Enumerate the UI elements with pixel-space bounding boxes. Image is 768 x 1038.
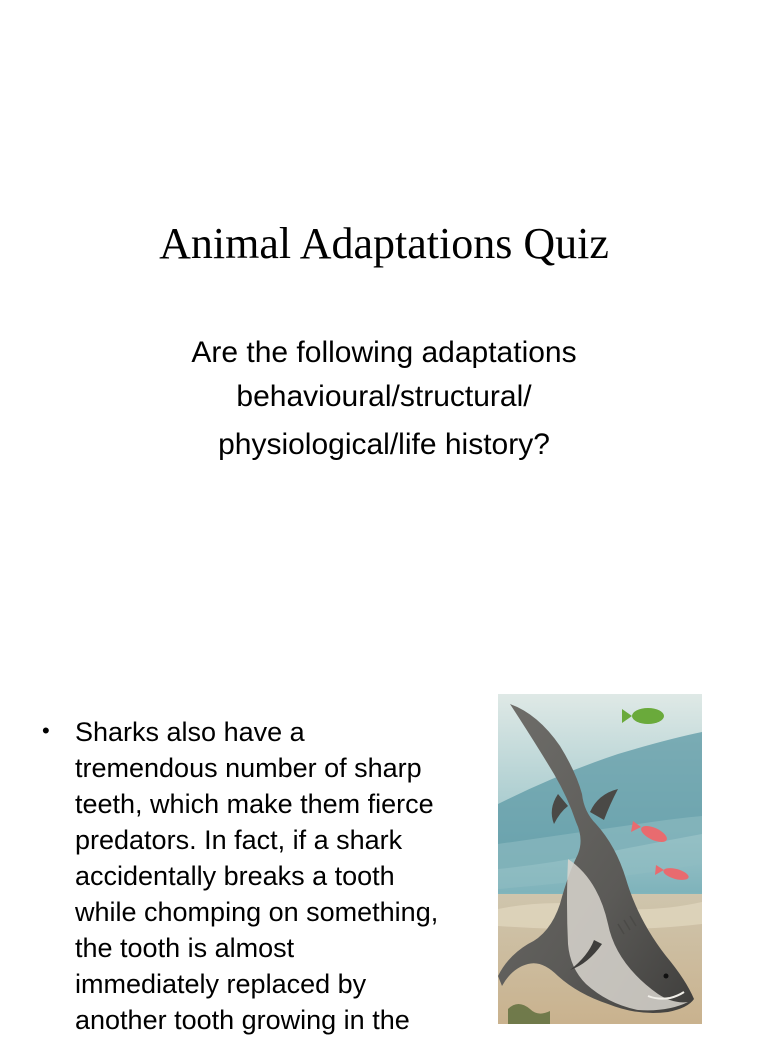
bullet-text <box>75 714 485 1038</box>
shark-illustration <box>498 694 702 1024</box>
bullet-line: accidentally breaks a tooth <box>75 861 395 891</box>
bullet-line: Sharks also have a <box>75 717 305 747</box>
bullet-line: another tooth growing in the <box>75 1005 410 1035</box>
bullet-line: tremendous number of sharp <box>75 753 422 783</box>
bullet-line: while chomping on something, <box>75 897 439 927</box>
bullet-line: immediately replaced by <box>75 969 367 999</box>
subtitle-line: Are the following adaptations <box>191 336 577 369</box>
subtitle-line: behavioural/structural/ <box>236 380 532 413</box>
subtitle-line: physiological/life history? <box>218 428 550 461</box>
slide-title: Animal Adaptations Quiz <box>159 219 609 268</box>
bullet-marker: • <box>42 718 50 743</box>
bullet-line: predators. In fact, if a shark <box>75 825 403 855</box>
slide-subtitle <box>0 331 768 467</box>
bullet-line: the tooth is almost <box>75 933 295 963</box>
bullet-line: teeth, which make them fierce <box>75 789 434 819</box>
